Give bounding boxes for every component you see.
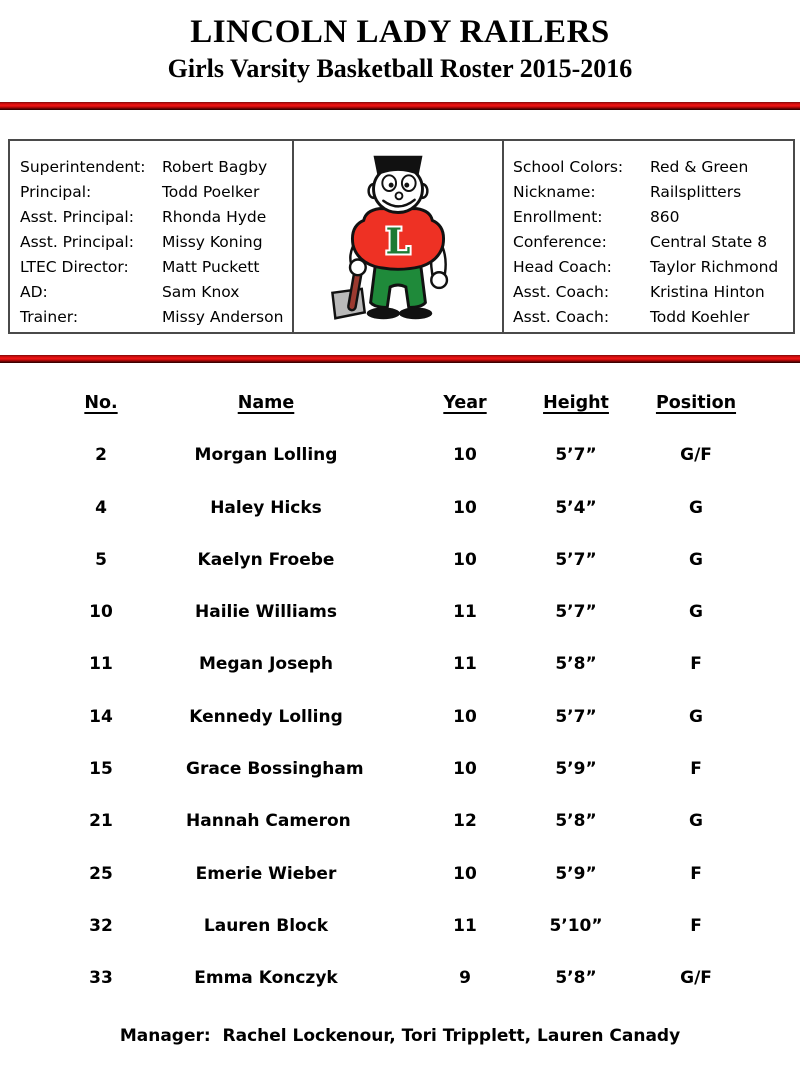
divider-rule-bottom [0,355,800,363]
table-row [0,833,800,885]
column-header-year: Year [443,393,487,413]
school-label: Head Coach: [513,258,612,276]
table-row [0,520,800,572]
staff-label: Trainer: [20,308,79,326]
mascot-glove-right [431,272,447,288]
school-row [513,255,793,280]
staff-row [20,180,292,205]
player-position: G [689,497,703,518]
school-value: Todd Koehler [649,308,750,326]
player-position: G [689,549,703,570]
staff-row [20,280,292,305]
school-value: Railsplitters [649,183,742,201]
table-row [0,572,800,624]
staff-label: Asst. Principal: [20,208,134,226]
player-number: 15 [89,759,113,780]
mascot-shoe-left [367,307,400,319]
staff-value: Todd Poelker [161,183,260,201]
mascot-eye-left [382,175,396,191]
staff-panel [10,141,292,332]
school-row [513,155,793,180]
page-subtitle: Girls Varsity Basketball Roster 2015-2016 [167,54,633,83]
player-year: 10 [453,549,477,570]
column-header-height: Height [543,393,609,413]
player-position: F [690,863,702,884]
school-value: Red & Green [649,158,749,176]
staff-row [20,205,292,230]
player-position: G [689,602,703,623]
mascot-cell [292,141,504,332]
school-row [513,230,793,255]
player-year: 11 [453,915,477,936]
school-label: School Colors: [513,158,624,176]
roster-body [0,415,800,990]
divider-rule-top [0,102,800,110]
school-row [513,205,793,230]
staff-value: Robert Bagby [161,158,268,176]
mascot-eye-right [402,175,416,191]
player-position: G [689,706,703,727]
table-row [0,676,800,728]
school-label: Nickname: [513,183,596,201]
staff-label: Asst. Principal: [20,233,134,251]
document-header [0,0,800,84]
player-number: 32 [89,915,113,936]
player-position: G/F [680,445,712,466]
player-year: 12 [453,811,477,832]
player-number: 33 [89,968,113,989]
school-value: 860 [649,208,680,226]
column-header-name: Name [237,393,295,413]
player-height: 5’8” [555,968,597,989]
player-height: 5’4” [555,497,597,518]
school-label: Asst. Coach: [513,283,610,301]
player-year: 10 [453,445,477,466]
roster-table [0,391,800,990]
player-position: F [690,915,702,936]
player-height: 5’7” [555,549,597,570]
school-label: Asst. Coach: [513,308,610,326]
player-name: Kennedy Lolling [189,706,343,727]
column-header-position: Position [655,393,737,413]
player-position: G [689,811,703,832]
player-position: G/F [680,968,712,989]
player-year: 10 [453,863,477,884]
staff-label: LTEC Director: [20,258,129,276]
info-table [8,139,795,334]
player-position: F [690,654,702,675]
player-height: 5’7” [555,445,597,466]
player-year: 11 [453,602,477,623]
player-height: 5’7” [555,706,597,727]
roster-header-row [0,391,800,415]
player-name: Haley Hicks [210,497,322,518]
player-number: 2 [95,445,107,466]
player-number: 5 [95,549,107,570]
player-number: 4 [95,497,107,518]
page-title: LINCOLN LADY RAILERS [190,14,610,50]
staff-label: AD: [20,283,48,301]
player-height: 5’8” [555,811,597,832]
player-position: F [690,759,702,780]
staff-label: Superintendent: [20,158,146,176]
player-number: 25 [89,863,113,884]
table-row [0,415,800,467]
player-number: 11 [89,654,113,675]
staff-value: Rhonda Hyde [161,208,267,226]
mascot-shoe-right [399,307,432,319]
mascot-nose [396,192,403,199]
school-row [513,180,793,205]
table-row [0,781,800,833]
player-name: Hannah Cameron [186,811,351,832]
player-height: 5’9” [555,863,597,884]
school-label: Conference: [513,233,607,251]
school-row [513,280,793,305]
school-label: Enrollment: [513,208,603,226]
player-year: 11 [453,654,477,675]
player-height: 5’10” [549,915,603,936]
column-header-no: No. [84,393,118,413]
player-name: Kaelyn Froebe [197,549,335,570]
player-number: 10 [89,602,113,623]
staff-row [20,255,292,280]
table-row [0,467,800,519]
player-number: 21 [89,811,113,832]
player-name: Megan Joseph [198,654,334,675]
staff-label: Principal: [20,183,92,201]
staff-value: Missy Koning [161,233,263,251]
staff-row [20,305,292,330]
table-row [0,886,800,938]
school-panel [504,141,793,332]
player-name: Emma Konczyk [194,968,338,989]
table-row [0,938,800,990]
letter-l-badge: L [385,221,411,263]
player-height: 5’9” [555,759,597,780]
player-name: Lauren Block [203,915,329,936]
staff-value: Sam Knox [161,283,240,301]
player-name: Hailie Williams [195,602,337,623]
player-number: 14 [89,706,113,727]
table-row [0,729,800,781]
school-value: Kristina Hinton [649,283,765,301]
player-year: 10 [453,706,477,727]
staff-row [20,230,292,255]
player-year: 9 [459,968,471,989]
staff-value: Missy Anderson [161,308,284,326]
railsplitter-mascot-image [319,144,477,330]
player-year: 10 [453,497,477,518]
school-row [513,305,793,330]
player-name: Grace Bossingham [186,759,364,780]
school-value: Taylor Richmond [649,258,779,276]
player-year: 10 [453,759,477,780]
staff-row [20,155,292,180]
school-value: Central State 8 [649,233,768,251]
player-height: 5’7” [555,602,597,623]
manager-line: Manager: Rachel Lockenour, Tori Tripplett, Lauren Canady [119,1026,681,1047]
player-height: 5’8” [555,654,597,675]
staff-value: Matt Puckett [161,258,260,276]
player-name: Morgan Lolling [194,445,338,466]
player-name: Emerie Wieber [195,863,337,884]
table-row [0,624,800,676]
